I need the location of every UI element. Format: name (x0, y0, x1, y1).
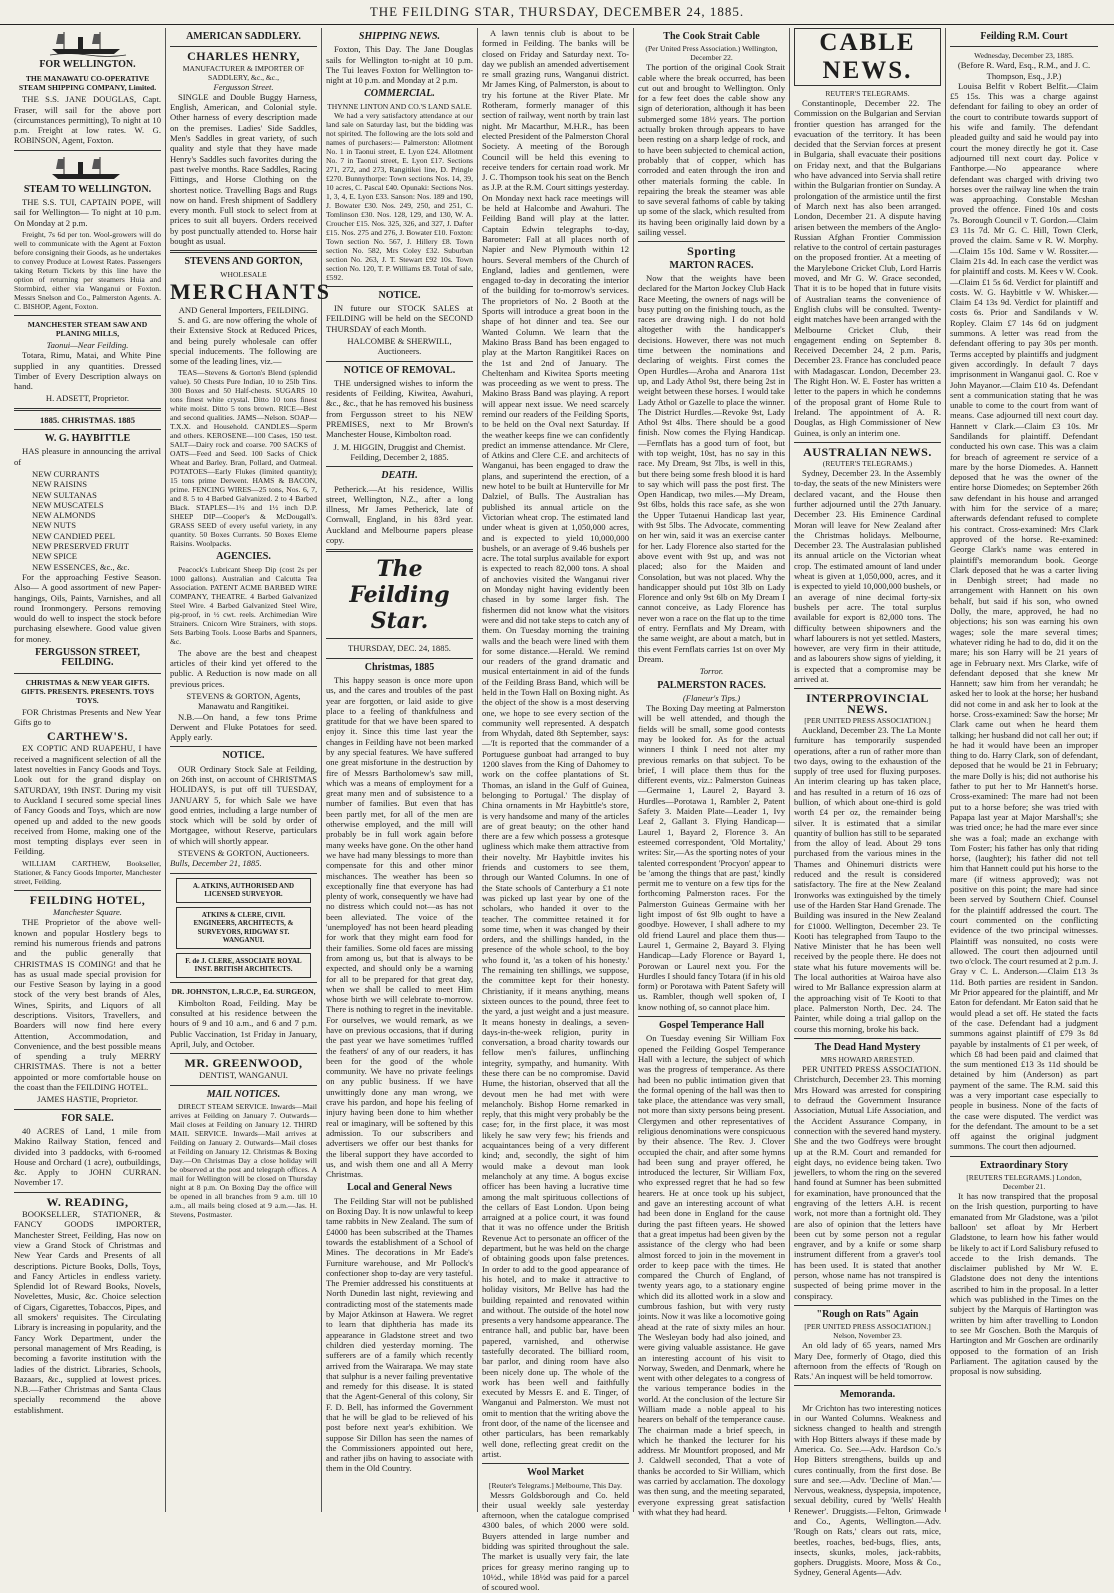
ad-signature: HALCOMBE & SHERWILL, Auctioneers. (347, 335, 452, 357)
ad-body: Totara, Rimu, Matai, and White Pine supplied in any quantities. Dressed Timber of Every Description always on hand. (14, 350, 161, 392)
section-subtitle: PALMERSTON RACES. (657, 679, 766, 691)
ad-body: OUR Ordinary Stock Sale at Feilding, on 26th inst, on account of CHRISTMAS HOLIDAYS, is put off till TUESDAY, JANUARY 5, for which Sale we have good entries, including a large number of stock which will be sold by order of Mortgagee, without Reserve, particulars of which will shortly appear. (170, 763, 317, 846)
editorial-body: This happy season is once more upon us, and the cares and troubles of the past year are forgotten, or laid aside to give place to a feeling of thankfulness and gratitude for that we have been spared to enjoy it. Since this time last year the changes in Feilding have not been marked by any special features. We have suffered one great misfortune in the destruction by fire of Messrs Bartholomew's saw mill, which was a means of employment for a great many men and of subsistence to a number of families. But even that has been partly met, for all of the men are otherwise employed, and the mill will probably be in full work again before many weeks have gone. On the other hand we have had many blessings to more than compensate for this and other minor mischances. The weather has been so exceptionally fine that everyone has had plenty of work, consequently we have had no distress which could not—as has not been alleviated. The voice of the 'unemployed' has not been heard pleading for work that they might earn food for their families. Some old faces are missing from among us, but that is always to be expected, and should only be a warning for all to be prepared for that great day, when we shall be called to meet Him whose birth we will celebrate to-morrow. There is nothing to regret in the inevitable. For ourselves, we would remark, as we have on previous occasions, that if during the past year we have sometimes 'ruffled the feathers' of any of our readers, it has been for the good of the whole community. We have no private feelings on any public business. If we have unwittingly done any man wrong, we crave his pardon, and hope his feeling of injury having been done to him whether real or imaginary, will be softened by this admission. To our subscribers and advertisers we offer our best thanks for the liberal support they have accorded to us, and wish them one and all A Merry Christmas. (326, 674, 474, 1180)
ad-body: BOOKSELLER, STATIONER, & FANCY GOODS IMPORTER, Manchester Street, Feilding, Has now on view a Grand Stock of Christmas and New Year Cards and Presents of all descriptions. Picture Books, Dolls, Toys, and Fancy Articles in endless variety. Splendid lot of Reward Books, Novels, Novelettes, Music, &c. Choice selection of Cigars, Cigarettes, Tobaccos, Pipes, and all smokers' requisites. The Circulating Library is increasing in popularity, and the Fancy Work Department, under the personal management of Mrs Reading, is becoming a favorite institution with the ladies of the district. Libraries, Schools, Bazaars, &c., supplied at lowest prices. N.B.—Father Christmas and Santa Claus specially recommend the above establishment. (14, 1209, 161, 1415)
ad-name: CHARLES HENRY, (187, 49, 300, 64)
section-body: PER UNITED PRESS ASSOCIATION. Christchurch, December 23. This morning Mrs Howard was arrested for conspiring to defraud the Government Insurance Association, Mutual Life Association, and the Accident Assurance Company, in connection with the severed hand mystery. She and the two Godfreys were brought up at the R.M. Court and remanded for eight days, no evidence being taken. Two jewellers, to whom the ring on the severed hand found at Sumner has been submitted for examination, have pronounced that the engraving of the letters A.H. is recent work, not more than a fortnight old. They are also of opinion that the letters have been cut by some person not a regular engraver, and by a knife or some sharp instrument different from a graver's tool has been used. It is stated that another person, whose name has not transpired is suspected of being prime mover in the conspiracy. (794, 1064, 941, 1301)
column-2 (166, 28, 332, 1512)
ad-signature: STEVENS & GORTON, Agents, Manawatu and Rangitikei. (186, 690, 301, 712)
section-body: Foxton, This Day. The Jane Douglas sails for Wellington to-night at 10 p.m. The Tui leaves Foxton for Wellington to-night at 10 p.m. and Monday at 2 p.m. (326, 44, 473, 86)
section-subtitle: (Flaneur's Tips.) (682, 692, 741, 703)
section-body: Messrs Goldsborough and Co. held their usual weekly sale yesterday afternoon, when the catalogue comprised 4300 bales, of which 2000 were sold. Buyers attended in large number and bidding was spirited throughout the sale. The market is usually very fair, the late prices for greasy merino ranging up to 10½d., while 18½d was paid for a parcel of scoured wool. (482, 1489, 629, 1593)
business-card: F. de J. CLERE, ASSOCIATE ROYAL INST. BRITISH ARCHITECTS. (176, 953, 311, 978)
section-subtitle: [PER UNITED PRESS ASSOCIATION.] Nelson, November 23. (804, 1322, 931, 1341)
ad-body: S. and G. are now offering the whole of their Extensive Stock at Reduced Prices, and being purely wholesale can offer special inducements. The following are some of the leading lines, viz.— (170, 314, 317, 367)
ad-subtitle: WHOLESALE (220, 269, 267, 279)
section-body: Now that the weights have been declared for the Marton Jockey Club Hack Race Meeting, the owners of nags will be busy putting on the finishing touch, as the races are drawing nigh. I do not hold altogether with the handicapper's decisions. However, there was not much time between the nominations and declaring of weights. First comes the Open Hurdles—Aroha and Anarora 11st up, and Lady Athol 9st, there being 2st in weight between these horses. I would take Lady Athol or Gazelle to place the winner. The District Hurdles.—Revoke 9st, Lady Athol 9st 4lbs. There should be a good finish. Now comes the Flying Handicap.—Fernflats has a good turn of foot, but with top weight, 10st, has no say in this race. My Dream, 9st 7lbs, is well in this, but there being some fresh blood it is hard to say which will pass the post first. The Open Handicap, two miles.—My Dream, 9st 6lbs, holds this race safe, as she won the Upper Tutaenui Handicap last year, with 9st 5lbs. The Advocate, commenting on her win, said it was an exercise canter for her. Lady Florence also started for the above event with 9st up, and was not placed; also for the Maiden and Consolation, but was not placed. Why the handicapper should put 10st 3lb on Lady Florence and only 9st 6lb on My Dream I cannot conceive, as Lady Florence has never won a race on the flat up to the time of entry. Fernflats and My Dream, with the same weight, are about a match, but in this event Fernflats carries 1st on over My Dream. (638, 272, 785, 664)
section-body: DIRECT STEAM SERVICE. Inwards—Mail arrives at Feilding on January 7. Outwards—Mail closes at Feilding on January 12. THIRD MAIL SERVICE. Inwards—Mail arrives at Feilding on January 2. Outwards—Mail closes at Feilding on January 12. Christmas & Boxing Day.—On Christmas Day a close holiday will be observed at the post and telegraph offices. A mail for Wellington will be closed on Thursday night at 8 p.m. On Boxing Day the office will be opened in all branches from 9 a.m. till 10 a.m., all mails being closed at 9 a.m.—Jas. H. Stevens, Postmaster. (170, 1102, 317, 1220)
ad-subtitle: Taonui—Near Feilding. (46, 339, 129, 350)
section-title: Extraordinary Story (979, 1159, 1069, 1171)
ad-body: HAS pleasure in announcing the arrival of (14, 446, 161, 467)
section-title: SHIPPING NEWS. (358, 31, 441, 42)
ad-address: Fergusson Street. (213, 81, 274, 92)
ad-title: NOTICE. (222, 750, 265, 762)
ad-title: MANCHESTER STEAM SAW AND PLANING MILLS, (27, 319, 148, 338)
ad-body: Kimbolton Road, Feilding. May be consulted at his residence between the hours of 9 and 10 a.m., and 6 and 7 p.m. Public Vaccination, 1st Friday in January, April, July, and October. (170, 997, 317, 1049)
ad-company: THE MANAWATU CO-OPERATIVE STEAM SHIPPING COMPANY, Limited. (18, 74, 157, 93)
ad-body: EX COPTIC AND RUAPEHU, I have received a magnificent selection of all the latest novelties in Fancy Goods and Toys. Look out for the grand display on SATURDAY, 19th INST. During my visit to Auckland I secured some special lines of Fancy Goods and Toys, which are now opened up and added to the new goods received from Home, making one of the most tempting displays ever seen in Feilding. (14, 743, 161, 857)
section-title: AUSTRALIAN NEWS. (803, 444, 932, 459)
section-body: Louisa Belfit v Robert Belfit.—Claim £5 15s. This was a charge against defendant for failing to obey an order of the court to contribute towards support of his wife and family. The defendant pleaded guilty and said he would pay into court the money directly he got it. Case adjourned till next court day. Police v Fanthorpe.—No appearance where defendant was charged with driving two horses over the railway line when the train was approaching. Constable Mcshan proved the offence. Fined 10s and costs 7s. Borough Council v T. Gordon.—Claim £3 11s 7d. Mr G. C. Hill, Town Clerk, proved the claim. Same v R. W. Morphy.—Claim 15s 10d. Same v W. Rossiter.—Claim 21s 4d. In each case the verdict was for plaintiff and costs. M. Kees v W. Cook.—Claim £1 5s 6d. Verdict for plaintiff and costs. W. G. Haybittle v W. Whisker.—Claim £4 13s 9d. Verdict for plaintiff and costs 6s. Prior and Sandilands v W. Ropley. Claim £7 14s 6d on judgment summons. A letter was read from the defendant offering to pay 30s per month. Terms accepted by plaintiffs and judgment given accordingly. In default 7 days imprisonment in Wanganui gaol. C. Roe v John Mayanor.—Claim £10 4s. Defendant sent a communication stating that he was unable to come to the court from want of means. Case adjourned till next court day. Hannett v Clark.—Claim £3 10s. Mr Sandilands for plaintiff. Defendant conducted his own case. This was a claim for breach of agreement re service of a mare by the horse Diomedes. A. Hannett deposed that he was the owner of the entire horse Diomedes; on September 26th saw defendant in his house and arranged with him for the service of a mare; afterwards defendant refused to complete his contract. Cross-examined: Mrs Clark approved of the horse. Re-examined: George Clark's name was entered in plaintiff's memorandum book. George Clark deposed that he was a carter living in Denbigh street; had made no arrangement with Hannett on his own behalf, but said if his son, who owned Dolly, the mare, approved, he had no objections; his son was earning his own wages; sole the mare several times; whatever riding he had to do, did it on the mare; his son Harry will be 21 years of age in February next. Mrs Clarke, wife of defendant deposed that she knew Mr Hannett; saw him from her verandah; he asked her to look at the horse; her husband did not come in and ask her to look at the horse. Cross-examined: Saw the horse; Mr Clark came out when he heard them talking; her husband did not call her out; if he had it would have been an improper thing to do. Harry Clark, son of defendant, deposed that he would be 21 in February; the mare Dolly is his; did not authorise his father to put her to Mr Hannett's horse. Cross-examined: The mare had not been put to a horse before; she was tried with Papapa last year at Major Marshall's; she was tried once; he had the mare ever since she was a foal; made an exchange with Tom Foster; his father has only that riding horse, (laughter); his father did not tell him that Hannett could put his horse to the mare (if witness approved); was not positive on this point; the mare had since been served by Southern Chief. Counsel for the plaintiff addressed the court. The court commented on the conflicting evidence of the two principal witnesses. Plaintiff was nonsuited, no costs were allowed. The court then adjourned until two o'clock. The court resumed at 2 p.m. J. Gray v C. L. Anderson.—Claim £13 3s 11d. Both parties are resident in Sandon. Mr Prior appeared for the plaintiff, and Mr Eaton for defendant. Mr Eaton said that he would plead a set off. He stated the facts of the case. Defendant had a judgment summons against plaintiff of £79 3s 8d payable by instalments of £1 per week, of which £8 had been paid and claimed that the sum mentioned £13 3s 11d should be detained by him (Anderson) as part payment of the same. The R.M. said this was a very important case especially to people in business. None of the facts of the case were disputed. The verdict was for the defendant. The amount to be a set off against the original judgment summons. The court then adjourned. (950, 80, 1098, 1152)
section-subtitle: (Per United Press Association.) Wellington, December 22. (645, 44, 778, 63)
ad-body: THE undersigned wishes to inform the residents of Feilding, Kiwitea, Awahuri, &c., &c., that he has removed his business from Fergusson street to his NEW PREMISES, next to Mr Brown's Manchester House, Kimbolton road. (326, 377, 473, 440)
business-card: A. ATKINS, AUTHORISED AND LICENSED SURVEYOR. (176, 878, 311, 903)
list-item: NEW CANDIED PEEL (32, 530, 115, 541)
merchants-heading: MERCHANTS (170, 278, 332, 304)
ad-body: SINGLE and Double Buggy Harness, English, American, and Colonial style. Other harness of every description made on the premises. Ladies' Side Saddles, Men's Saddles in great variety, of such quality and style that they have made Henry's Saddles such favorites during the past twelve months. Race Saddles, Racing Fittings, and Horse Clothing on the shortest notice. Travelling Bags and Rugs now on hand. Fresh shipment of Saddlery every month. Full stock to select from at prices to suit all buyers. Orders received by post punctually attended to. Horse hair bought as usual. (170, 91, 317, 247)
ad-list: Peacock's Lubricant Sheep Dip (cost 2s per 1000 gallons). Australian and Calcutta Tea Association. PATENT ACME BARBED WIRE COMPANY, THEATRE. 4 Barbed Galvanized Steel Wire. 4 Barbed Galvanized Steel Wire, pig-proof, in ½ cwt. reels. Archimedian Wire Strainers. Cnicorn Wire Strainers, with stops. Sets Barbing Tools. Loose Barbs and Spanners, &c. (170, 564, 317, 646)
ad-body: THE S.S. JANE DOUGLAS, Capt. Fraser, will sail for the above port (circumstances permitting), To night at 10 p.m. Freight at low rates. W. G. ROBINSON, Agent, Foxton. (14, 94, 161, 146)
section-body: Sydney, December 23. In the Assembly to-day, the seats of the new Ministers were declared vacant, and the House then further adjourned until the 27th January. December 23. His Eminence Cardinal Moran will leave for New Zealand after the Christmas holidays. Melbourne, December 23. The Australasian published its annual article on the Victorian wheat crop. The estimated amount of land under wheat is given at 1,050,000, acres, and it is expected to yield 10,000,000 bushels, or an average of nine decimal forty-six bushels per acre. The total surplus available for export is 82,000 tons. The difficulty between shipowners and the wharf labourers is not yet settled. Masters, however, are very firm in their attitude, and as labourers show signs of yielding, it is expected that a compromise may be arrived at. (794, 468, 941, 685)
list-item: NEW ESSENCES, &c., &c. (32, 561, 130, 572)
ad-title: FERGUSSON STREET, FEILDING. (35, 646, 140, 669)
ad-title: DR. JOHNSTON, L.R.C.P., Ed. SURGEON, (171, 986, 316, 996)
ad-subtitle: AND General Importers, FEILDING. (178, 304, 309, 315)
section-body: The Boxing Day meeting at Palmerston will be well attended, and though the fields will be small, some good contests may be looked for. As for the actual winners I think I need not alter my previous remarks on that subject. To be brief, I will place them thus for the different events, viz.: Palmerston Guineas—Germaine 1, Laurel 2, Bayard 3. Hurdles—Porotawa 1, Rambler 2, Patent Safety 3. Maiden Plate—Leader 1, Ivy Leaf 2, Gallant 3. Flying Handicap—Laurel 1, Bayard 2, Florence 3. An esteemed correspondent, 'Old Mortality,' writes: Sir,—As the sporting notes of your talented correspondent 'Procyon' appear to be 'among the things that are past,' kindly permit me to venture on a few tips for the forthcoming Palmerston races. For the Palmerston Guineas Germaine with her light impost of 6st 9lb ought to have a goodbye. However, I shall adhere to my old friend Laurel and place them thus—Laurel 1, Germaine 2, Bayard 3. Flying Handicap—Lady Florence or Bayard 1, Porowan or Laurel next you. For the Hurdles I should fancy Totara (if in his old form) or Porotawa with Patent Safety will us. Rambler, though well spoken of, I know nothing of, so cannot place him. (638, 703, 785, 1012)
ad-body: IN future our STOCK SALES at FEILDING will be held on the SECOND THURSDAY of each Month. (326, 303, 473, 334)
column-6 (790, 28, 946, 1578)
ad-title: MR. GREENWOOD, (184, 1056, 303, 1071)
ad-body: For the approaching Festive Season. Also— A good assortment of new Paper-hangings, Oils, Paints, Varnishes, and all round Ironmongery. Persons removing would do well to inspect the stock before purchasing elsewhere. Good value given for money. (14, 571, 161, 644)
list-item: NEW SPICE (32, 551, 77, 562)
list-item: NEW PRESERVED FRUIT (32, 541, 130, 552)
section-body: On Tuesday evening Sir William Fox opened the Feilding Gospel Temperance Hall with a lecture, the subject of which was the progress of temperance. As there had been no public intimation given that the formal opening of the hall was then to take place, the attendance was very small, not more than sixty persons being present. Clergymen and other representatives of religious denominations were conspicuous by their absence. The Rev. J. Clover occupied the chair, and after some hymns had been sung and prayer offered, he introduced the lecturer, Sir William Fox, who expressed regret that he had so few hearers. He at once took up his subject, and gave an interesting account of what had been done in England for the cause during the past fifteen years. He showed that a great impetus had been given by the assistance of the clergy who had been almost forced to join in the movement in order to keep pace with the times. He compared the Church of England, of twenty years ago, to a stationary engine which did its allotted work in a slow and cumbrous fashion, but with very rusty joints. Now it was like a locomotive going ahead at the rate of sixty miles an hour. The Wesleyan body had also joined, and were giving valuable assistance. He gave an interesting account of his visit to Norway, Sweden, and Denmark, where he went with other delegates to a congress of the various temperance bodies in the world. At the conclusion of the lecture Sir William made a noble appeal to his hearers on behalf of the temperance cause. The chairman made a brief speech, in which he thanked the lecturer for his address. Mr Mountfort proposed, and Mr J. Caldwell seconded, That a vote of thanks be accorded to Sir William, which was carried by acclamation. The doxology was then sung, and the meeting separated, everyone expressing great satisfaction with what they had heard. (638, 1033, 785, 1517)
steamship-icon (48, 155, 128, 181)
list-item: NEW NUTS (32, 520, 77, 531)
ad-title: FOR WELLINGTON. (39, 59, 136, 70)
ad-body: FOR Christmas Presents and New Year Gifts go to (14, 706, 161, 727)
ad-body: 40 ACRES of Land, 1 mile from Makino Railway Station, fenced and divided into 3 paddocks, with 6-roomed House and Orchard (1 acre), outbuildings, &c. Apply to JOHN CURRAN. November 17. (14, 1125, 161, 1188)
ad-signature: J. M. HIGGIN, Druggist and Chemist. Feilding, December 2, 1885. (333, 441, 466, 462)
section-title: Local and General News (347, 1182, 452, 1194)
section-title: Memoranda. (839, 1389, 896, 1401)
section-body: Auckland, December 23. The La Monte furniture has temporarily suspended operations, after a run of rather more than two days, owing to the exhaustion of the supply of tree used for fluxing purposes. An interim clearing up has taken place, and has resulted in a return of 16 ozs of bullion, of which about one-third is gold worth £4 per oz, the remainder being silver. It is estimated that a similar quantity of bullion has still to be separated from the alloy of lead. About 29 tons purchased from the various mines in the Thames and Ohinemuri districts were reduced and the result is considered satisfactory. The fire at the New Zealand Ironworks was extinguished by the timely use of the Harden Star Hand Grenade. The Building was insured in the New Zealand for £1000. Wellington, December 23. Te Kooti has telegraphed from Taupo to the Native Minister that he has been well received by the people there. He does not state what his future movements will be. The local authorities at Wairoa have also wired to Mr Ballance expression alarm at the approaching visit of Te Kooti to that place. Palmerston North, Dec. 24. The Painter, while doing a trial gallop on the course this morning, broke his back. (794, 724, 941, 1034)
ad-subtitle: MANUFACTURER & IMPORTER OF SADDLERY, &c., &c., (182, 63, 305, 82)
ad-title: CHRISTMAS & NEW YEAR GIFTS. GIFTS. PRESENTS. PRESENTS. TOYS TOYS. (20, 677, 155, 705)
ad-title: AMERICAN SADDLERY. (186, 31, 301, 42)
masthead: THE FEILDING STAR, THURSDAY, DECEMBER 24, 1885. (0, 0, 1114, 25)
product-list (14, 469, 161, 572)
paper-title: The Feilding Star. (349, 556, 450, 635)
section-body: The portion of the original Cook Strait cable where the break occurred, has been cut out and brought to Wellington. Only for a few feet does the cable show any sign of deterioration, although it has been submerged some 18½ years. The portion actually broken through appears to have been resting on a sharp ledge of rock, and to have been subjected to chemical action, probably that of copper, which has corroded and eaten through the iron and other materials forming the cable. In repairing the break the steamer was able to save several fathoms of cable by taking up some of the slack, which resulted from its having been originally laid down by a sailing vessel. (638, 62, 785, 238)
ad-bar: 1885. CHRISTMAS. 1885 (39, 414, 136, 425)
section-title: The Dead Hand Mystery (814, 1041, 921, 1053)
section-title: Feilding R.M. Court (980, 31, 1068, 42)
section-subtitle: THYNNE LINTON AND CO.'S LAND SALE. (327, 101, 472, 111)
ad-body: THE S.S. TUI, CAPTAIN POPE, will sail for Wellington— To night at 10 p.m. On Monday at 2 p.m. (14, 197, 161, 228)
section-subtitle: [Reuter's Telegrams.] Melbourne, This Day. (488, 1480, 623, 1490)
ad-subtitle: Manchester Square. (53, 907, 122, 918)
section-title: Wool Market (527, 1467, 584, 1479)
ad-title: NOTICE. (378, 289, 421, 301)
ad-body: N.B.—On hand, a few tons Prime Derwent and Fluke Potatoes for seed. Apply early. (170, 711, 317, 743)
list-item: NEW CURRANTS (32, 468, 100, 479)
list-item: NEW MUSCATELS (32, 499, 104, 510)
paper-date: THURSDAY, DEC. 24, 1885. (348, 643, 451, 654)
ad-title: FEILDING HOTEL, (29, 892, 146, 907)
ad-body: Freight, 7s 6d per ton. Wool-growers will do well to communicate with the Agent at Foxton before consigning their Goods, as he undertakes to convey Produce at Lowest Rates. Passengers taking Return Tickets by this line have the option of returning per steamers Huia and Stormbird, either via Wanganui or Foxton. Messrs Snelson and Co., Palmerston Agents. A. C. BISHOP, Agent, Foxton. (14, 229, 161, 311)
ad-body: The above are the best and cheapest articles of their kind yet offered to the public. A Reduction is now made on all previous prices. (170, 647, 317, 689)
section-body: An old lady of 65 years, named Mrs Mary Dee, formerly of Otago, died this afternoon from the effects of 'Rough on Rats.' An inquest will be held tomorrow. (794, 1340, 941, 1382)
list-item: NEW ALMONDS (32, 510, 96, 521)
ad-title: FOR SALE. (61, 1112, 114, 1124)
section-signature: Torror. (699, 666, 724, 677)
ad-date: Bulls, December 21, 1885. (170, 858, 262, 869)
column-3 (322, 28, 478, 1512)
section-body: The Feilding Star will not be published on Boxing Day. It is now unlawful to keep tame rabbits in New Zealand. The sum of £4000 has been subscribed at the Thames towards the establishment of a School of Mines. The decorations in Mr Eade's Furniture warehouse, and Mr Pollock's confectioner shop to-day are very tasteful. The Premier addressed his constituents at North Dunedin last night, reviewing and contradicting most of the statements made by Major Atkinson at Hawera. We regret to learn that diphtheria has made its appearance in Gladstone street and two children died yesterday morning. The sufferers are of a family which recently arrived from the Wairarapa. We may state that sulphur is a never failing preventative and remedy for this disease. It is stated that the Agent-General of this colony, Sir F. D. Bell, has informed the Government that he will be glad to be relieved of his post before next year's exhibition. We suppose Sir Dillon has seen the names of the Commissioners appointed out here, and rather jibs on having to associate with them in the Old Country. (326, 1195, 473, 1474)
section-title: Sporting (687, 244, 736, 259)
ad-signature: H. ADSETT, Proprietor. (45, 393, 130, 404)
section-date: Wednesday, December 23, 1885. (974, 51, 1074, 61)
ad-title: STEAM TO WELLINGTON. (23, 183, 152, 195)
section-title: The Cook Strait Cable (663, 31, 760, 42)
ad-title: W. READING, (46, 1194, 129, 1209)
section-title: COMMERCIAL. (364, 88, 435, 100)
ad-signature: JAMES HASTIE, Proprietor. (37, 1094, 138, 1105)
section-subtitle: [PER UNITED PRESS ASSOCIATION.] (804, 715, 931, 725)
section-body: A lawn tennis club is about to be formed in Feilding. The banks will be closed on Friday and Saturday next. To-day we publish an amended advertisement re small grazing runs, Wanganui district. Mr James King, of Palmerston, is about to try his fortune at the River Plate. Mr Rotheram, formerly manager of this section of railway, went north by train last night. Mr Macarthur, M.H.R., has been elected President of the Palmerston Choral Society. A meeting of the Borough Council will be held this evening to receive tenders for certain road work. Mr J. C. Thompson took his seat on the Bench as J.P. at the R.M. Court sittings yesterday. On Monday next hack race meetings will be held at Halcombe and Awahuri. The Feilding Band will play at the latter. Captain Edwin telegraphs to-day, Barometer: Fall at all places north of Napier and New Plymouth within 12 hours. Several members of the Church of England, ladies and gentlemen, were engaged to-day in decorating the interior of the building for to-morrow's services. The proprietors of No. 2 Booth at the Sports will introduce a great boon in the shape of hot dinner and tea. See our Wanted Column. We learn that the Makino Brass Band has been engaged to play at the Marton Rangitikei Races on the 1st and 2nd of January. The Cheltenham and Kiwitea Sports meeting was proceeding as we went to press. The Makino Brass Band was playing. A report will appear next issue. We need scarcely remind our readers of the Feilding Sports, to be held on the Oval next Saturday. If the weather keeps fine we can confidently predict an immense attendance. Mr Clere, of Atkins and Clere C.E. and architects of Wanganui, has been engaged to draw the plans, and superintend the erection, of a new hotel to be built at Hunterville for Mr Dalziel, of Bulls. The Australian has published its annual article on the Victorian wheat crop. The estimated land under wheat is given at 1,050,000 acres, and is expected to yield 10,000,000 bushels, or an average of 9.46 bushels per acre. The total surplus available for export is expected to reach 82,000 tons. A shoal of anchovies visited the Wanganui river on Monday night having evidently been chased in by some larger fish. The fishermen did not know what the visitors were and did not take steps to catch any of them. On Tuesday morning the training walls and the beach were lined with them for some distance.—Herald. We remind our readers of the grand dramatic and musical entertainment in aid of the funds of the Feilding Brass Band, which will be held in the Town Hall on Boxing night. As the object of the show is a most deserving one, we hope to see every section of the community well represented. A despatch from Whydah, dated 8th September, says:—'It is reported that the commander of a Portuguese gunboat had arranged to buy 1200 slaves from the King of Dahomey to work on the coffee plantations of St. Thomas, an island in the Gulf of Guinea, belonging to Portugal.' The display of China ornaments in Mr Haybittle's store, is very handsome and many of the articles are of great beauty; on the other hand there are a few which possess a grotesque ugliness which make them attractive from their novelty. Mr Haybittle invites his friends and customers to see them, through our Wanted Columns. In one of the State schools of Canterbury a £1 note was picked up last year by one of the scholars, who handed it over to the teacher. The committee retained it for some time, when it was changed by their orders, and the shillings handed, in the presence of the whole school, to the boy who found it, 'as a token of his honesty.' The remaining ten shillings, we suppose, the committee kept for their honesty. Christianity, if it means anything, means sixteen ounces to the pound, three feet to the yard, a just weight and a just measure. It means honesty in dealings, a seven-days-in-the-week religion, purity in conversation, a broad charity towards our fellow men's failures, unflinching integrity, sympathy, and humanity. With these there can be no compromise. David Hume, the historian, observed that all the devout men he had met with were melancholy. Bishop Horne remarked in reply, that this might very probably be the case; for, in the first place, it was most likely he saw very few; his friends and acquaintances being of a very different kind; and, secondly, the sight of him would make a devout man look melancholy at any time. A bogus excise officer has been having a lucrative time among the malt spirituous collections of the cellars of East London. Upon being arraigned at a police court, it was found that it was no offence under the British Revenue Act to personate an officer of the department, but he was held on the charge of obtaining goods upon false pretences. In order to add to the good appearance of his hotel, and to make it attractive to holiday visitors, Mr Bellve has had the building repainted and renovated within and without. The outside of the hotel now presents a very handsome appearance. The entrance hall, and public bar, have been papered, varnished, and otherwise tastefully decorated. The billiard room, bar parlor, and dining room have also been nicely done up. The whole of the work has been well and faithfully executed by Messrs E. and E. Tinger, of Wanganui and Palmerston. We must not omit to mention that the writing above the front door, of the name of the licensee and other particulars, has been remarkably well done, reflecting great credit on the artist. (482, 28, 629, 1459)
column-7 (946, 28, 1102, 1512)
ad-signature: STEVENS & GORTON, Auctioneers. (177, 848, 310, 859)
section-subtitle: MARTON RACES. (669, 259, 754, 271)
cable-news-heading: CABLE NEWS. (794, 28, 941, 86)
section-title: INTERPROVINCIAL NEWS. (806, 691, 929, 716)
section-title: "Rough on Rats" Again (816, 1308, 919, 1320)
ad-name: STEVENS AND GORTON, (184, 256, 303, 268)
section-body: Petherick.—At his residence, Willis street, Wellington, N.Z., after a long illness, Mr James Petherick, late of Cornwall, England, in his 83rd year. Auckland and Melbourne papers please copy. (326, 483, 473, 546)
list-item: NEW SULTANAS (32, 489, 97, 500)
ad-title: W. G. HAYBITTLE (44, 433, 131, 445)
section-title: MAIL NOTICES. (206, 1088, 281, 1100)
editorial-title: Christmas, 1885 (364, 661, 435, 673)
section-subtitle: (Before R. Ward, Esq., R.M., and J. C. Thompson, Esq., J.P.) (957, 60, 1091, 81)
section-body: Constantinople, December 22. The Commission on the Bulgarian and Servian frontier question has arranged for the evacuation of the territory. It has been decided that the Servian forces at present in Bulgaria, shall evacuate their positions on Friday next, and that the Bulgarians who have advanced into Servia shall retire within the Bulgarian frontier on Sunday. A prolongation of the armistice until the first of March next has also been arranged. London, December 21. A dispute having arisen between the members of the Anglo-Russian Afghan Frontier Commission relative to the control of certain pasturages on the proposed frontier. At a meeting of the Marylebone Cricket Club, Lord Harris moved, and Mr G. W. Grace seconded, That it is to be hoped that in future visits of Australian teams the convenience of English clubs will be consulted. Twenty-eight matches have been arranged with the Melbourne Cricket Club, their engagement ending on September 8. Received December 24, 2 p.m. Paris, December 23. France has concluded peace with Madagascar. London, December 23. The Right Hon. W. E. Foster has written a letter to the papers in which he condemns of the proposal grant of Home Rule to Ireland. The appointment of A. R. Douglas, as High Commissioner of New Guinea, is only an interim one. (794, 98, 941, 438)
ad-list: TEAS—Stevens & Gorton's Blend (splendid value). 50 Chests Pure Indian, 10 to 25lb Tins. 300 Boxes and 50 Half-chests. SUGARS 10 tons finest white crystal. Ditto 10 tons finest white moist. Ditto 5 tons brown. RICE—Best and second qualities. JAMS—Nelson. SOAP—T.X.X. and Household. CANDLES—Sperm and others. KEROSENE—100 Cases, 150 test. SALT—Dairy rock and coarse. 700 SACKS of OATS—Feed and Seed. 100 Sacks of Chick Wheat and Barley. Bran, Pollard, and Oatmeal. POTATOES—Early Flukes (limited quantity); 15 tons prime Derwent. HAMS & BACON, prime. FENCING WIRES—25 tons, Nos. 6, 7, and 8. 5 to 4 Barbed Galvanized. 2 to 4 Barbed Black. STAPLES—1½ and 1½ inch D.P. SHEEP DIP—Cooper's & McDougall's. GRASS SEED of every useful variety, in any quantity. 50 Boxes Currants. 50 Boxes Eleme Raisins. Woolpacks. (170, 368, 317, 549)
ad-name: CARTHEW'S. (47, 729, 128, 744)
section-subtitle: (REUTER'S TELEGRAMS.) (822, 459, 913, 469)
section-subtitle: [REUTERS TELEGRAMS.] London, December 21. (966, 1173, 1082, 1192)
section-subtitle: MRS HOWARD ARRESTED. (820, 1055, 915, 1065)
newspaper-page (10, 28, 1104, 1593)
ad-title: NOTICE OF REMOVAL. (343, 364, 456, 376)
section-body: We had a very satisfactory attendance at our land sale on Saturday last, but the bidding was not spirited. The following are the lots sold and names of purchasers:— Palmerston: Allotment No. 1 in Taonui street, E. Lyon £24. Allotment No. 7 in Taonui street, E. Lyon £17. Sections 271, 272, and 273, Rangitikei line, D. Pringle £270. Bunnythorpe: Town sections Nos. 14, 39, 10 acres, C. Pascal £40. Opunaki: Sections Nos. 1, 3, 4, E. Lyon £33. Sanson: Nos. 189 and 190, J. Bowater £30. Nos. 249, 250, and 251, C. Tomlinson £30. Nos. 128, 129, and 130, W. A. Croucher £15. Nos. 325, 326, and 327, J. Dafter £15. Nos. 275 and 276, J. Bowater £10. Foxton: Town section No. 567, J. Hillery £8. Town section No. 582, Mrs Coley £32. Suburban section No. 263, J. T. Stewart £92 10s. Town section No. 120, T. P. Williams £8. Total of sale, £592. (326, 110, 473, 282)
column-4 (478, 28, 634, 1593)
list-item: NEW RAISINS (32, 479, 87, 490)
ad-subtitle: DENTIST, WANGANUI. (199, 1070, 288, 1081)
column-1 (10, 28, 166, 1512)
ad-title: AGENCIES. (216, 551, 271, 563)
section-body: It has now transpired that the proposal on the Irish question, purporting to have emanated from Mr Gladstone, was a 'pilot balloon' set afloat by Mr Herbert Gladstone, to learn how his father would be likely to act if Lord Salisbury refused to accede to the Irish demands. The disclaimer published by Mr W. E. Gladstone does not deny the intentions ascribed to him in the proposal. In a letter which was published in the Times on the subject by the Marquis of Hartington was written by him after travelling to London to see Mr Goschen. Both the Marquis of Hartington and Mr Goschen are ordinarily opposed to the formation of an Irish Parliament. The agitation caused by the proposal is now subsiding. (950, 1191, 1098, 1377)
ad-body: THE Proprietor of the above well-known and popular Hostlery begs to remind his numerous friends and patrons and the public generally that CHRISTMAS IS COMING! and that he has as usual made special provision for our Festive Season by laying in a good stock of the very best brands of Ales, Wines, Spirits, and Liquors of all descriptions. Visitors, Travellers, and Boarders will now find here every Attention, Accommodation, and Convenience, and the best possible means of spending a truly MERRY CHRISTMAS. There is not a better appointed or more comfortable house on the coast than the FEILDING HOTEL. (14, 917, 161, 1093)
section-title: DEATH. (381, 470, 418, 482)
ad-signature: WILLIAM CARTHEW, Bookseller, Stationer, & Fancy Goods Importer, Manchester street, Feilding. (14, 858, 161, 886)
business-card: ATKINS & CLERE, CIVIL ENGINEERS, ARCHITECTS, & SURVEYORS, RIDGWAY ST. WANGANUI. (176, 907, 311, 949)
section-subtitle: REUTER'S TELEGRAMS. (825, 89, 910, 98)
steamship-icon (48, 30, 128, 56)
section-body: Mr Crichton has two interesting notices in our Wanted Columns. Weakness and sickness changed to health and strength with Hop Bitters always if these made by America. Co. See.—Adv. Hardson Co.'s Hop Bitters strengthens, builds up and cures continually, from the first dose. Be sure and see.—Adv. 'Decline of Man.'—Nervous, weakness, dyspepsia, impotence, sexual debility, cured by 'Wells' Health Renewer'. Druggists.—Felton, Grimwade and Co., Agents, Wellington.—Adv. 'Rough on Rats,' clears out rats, mice, beetles, roaches, bed-bugs, flies, ants, insects, skunks, moles, jack-rabbits, gophers. Druggists. Moore, Moss & Co., Sydney, General Agents—Adv. (794, 1402, 941, 1578)
column-5 (634, 28, 790, 1517)
section-title: Gospel Temperance Hall (659, 1020, 764, 1032)
